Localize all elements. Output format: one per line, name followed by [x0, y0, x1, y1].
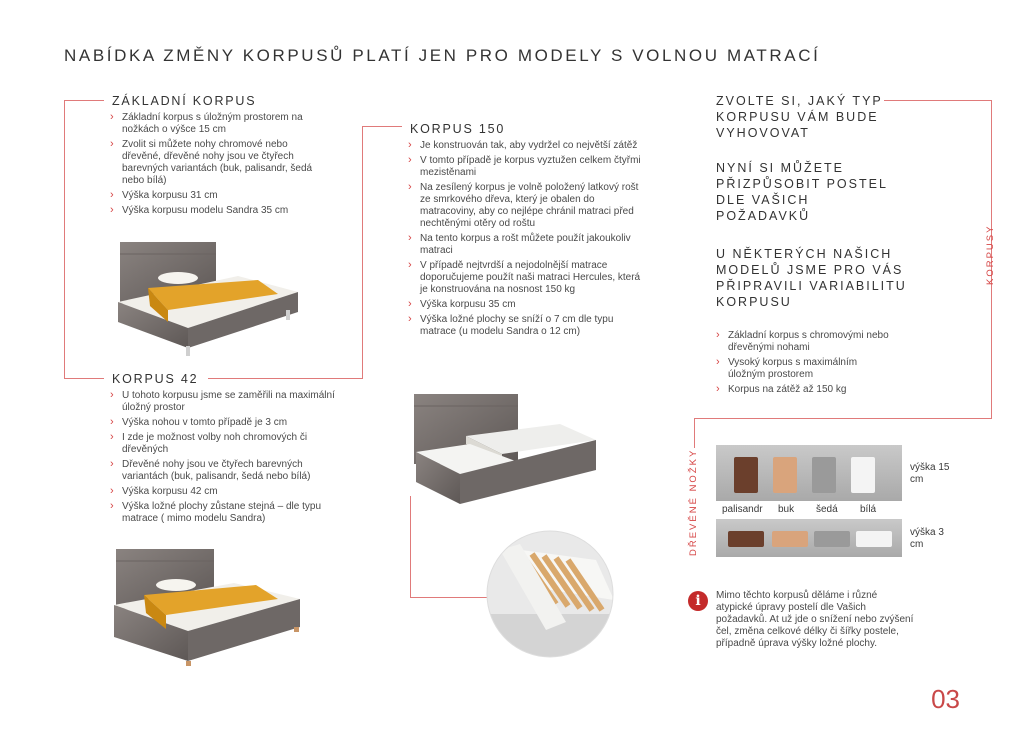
- slatted-base-detail-image: [486, 530, 614, 658]
- frame-line: [208, 378, 363, 379]
- height-short-label: výška 3 cm: [910, 527, 944, 550]
- korpus42-list-wrap: [110, 390, 350, 528]
- list-item: › Výška korpusu 35 cm: [408, 299, 646, 311]
- frame-line: [362, 126, 402, 127]
- korpus42-heading: KORPUS 42: [112, 372, 199, 386]
- frame-line: [694, 418, 695, 448]
- info-icon: i: [688, 591, 708, 611]
- frame-line: [410, 496, 411, 598]
- leg-palisandr-tall: [734, 457, 758, 493]
- zakladni-list: [110, 112, 320, 217]
- legs-tall-box: [716, 445, 902, 501]
- list-item: › Na tento korpus a rošt můžete použít jakoukoliv matraci: [408, 233, 646, 257]
- info-note: Mimo těchto korpusů děláme i různé atypické úpravy postelí dle Vašich požadavků. At už jde o snížení nebo zvýšení čel, změna celkové délky či šířky postele, případně úprava výšky ložné plochy.: [716, 590, 914, 649]
- frame-line: [884, 100, 992, 101]
- korpus42-list: [110, 390, 350, 525]
- bed-image-korpus150: [410, 392, 600, 508]
- list-item: › Korpus na zátěž až 150 kg: [716, 384, 896, 396]
- list-item: › Dřevěné nohy jsou ve čtyřech barevných variantách (buk, palisandr, šedá nebo bílá): [110, 459, 350, 483]
- right-heading-3: U NĚKTERÝCH NAŠICH MODELŮ JSME PRO VÁS PŘIPRAVILI VARIABILITU KORPUSU: [716, 247, 907, 309]
- list-item: › Je konstruován tak, aby vydržel co největší zátěž: [408, 140, 646, 152]
- list-item: › Výška korpusu 42 cm: [110, 486, 350, 498]
- list-item: › V případě nejtvrdší a nejodolnější matrace doporučujeme použít naši matraci Hercules, která je konstruována na nosnost 150 kg: [408, 260, 646, 296]
- right-list-wrap: [716, 330, 896, 399]
- frame-line: [64, 378, 104, 379]
- korpusy-side-label: KORPUSY: [985, 224, 996, 285]
- list-item: › V tomto případě je korpus vyztužen celkem čtyřmi mezistěnami: [408, 155, 646, 179]
- right-heading-2: NYNÍ SI MŮŽETE PŘIZPŮSOBIT POSTEL DLE VAŠICH POŽADAVKŮ: [716, 161, 888, 223]
- korpus150-list-wrap: [408, 140, 646, 341]
- leg-seda-tall: [812, 457, 836, 493]
- frame-line: [694, 418, 992, 419]
- bed-image-basic: [108, 236, 308, 358]
- list-item: › Vysoký korpus s maximálním úložným prostorem: [716, 357, 896, 381]
- korpus150-list: [408, 140, 646, 338]
- list-item: › Základní korpus s úložným prostorem na nožkách o výšce 15 cm: [110, 112, 320, 136]
- list-item: › Výška korpusu modelu Sandra 35 cm: [110, 205, 320, 217]
- leg-bila-short: [856, 531, 892, 547]
- korpus150-heading: KORPUS 150: [410, 122, 506, 136]
- leg-name-seda: šedá: [816, 504, 838, 515]
- list-item: › Výška ložné plochy se sníží o 7 cm dle typu matrace (u modelu Sandra o 12 cm): [408, 314, 646, 338]
- leg-name-bila: bílá: [860, 504, 877, 515]
- zakladni-list-wrap: [110, 112, 320, 220]
- bed-image-korpus42: [106, 545, 310, 669]
- wooden-legs-label: DŘEVĚNÉ NOŽKY: [688, 448, 699, 556]
- page-number: 03: [931, 684, 960, 714]
- list-item: › Výška nohou v tomto případě je 3 cm: [110, 417, 350, 429]
- leg-name-palisandr: palisandr: [722, 504, 763, 515]
- leg-seda-short: [814, 531, 850, 547]
- list-item: › Na zesílený korpus je volně položený latkový rošt ze smrkového dřeva, který je obalen do matracoviny, aby co nejlépe chránil matraci před nechtěnými otěry od roštu: [408, 182, 646, 230]
- list-item: › Základní korpus s chromovými nebo dřevěnými nohami: [716, 330, 896, 354]
- frame-line: [362, 126, 363, 378]
- list-item: › I zde je možnost volby noh chromových či dřevěných: [110, 432, 350, 456]
- right-list: [716, 330, 896, 396]
- frame-line: [64, 100, 65, 378]
- frame-line: [410, 597, 488, 598]
- zakladni-heading: ZÁKLADNÍ KORPUS: [112, 94, 257, 108]
- leg-name-buk: buk: [778, 504, 795, 515]
- leg-buk-short: [772, 531, 808, 547]
- leg-palisandr-short: [728, 531, 764, 547]
- list-item: › Výška korpusu 31 cm: [110, 190, 320, 202]
- list-item: › Výška ložné plochy zůstane stejná – dle typu matrace ( mimo modelu Sandra): [110, 501, 350, 525]
- list-item: › U tohoto korpusu jsme se zaměřili na maximální úložný prostor: [110, 390, 350, 414]
- height-tall-label: výška 15 cm: [910, 462, 950, 485]
- leg-bila-tall: [851, 457, 875, 493]
- list-item: › Zvolit si můžete nohy chromové nebo dřevěné, dřevěné nohy jsou ve čtyřech barevných variantách (buk, palisandr, šedá nebo bílá): [110, 139, 320, 187]
- frame-line: [64, 100, 104, 101]
- legs-short-box: [716, 519, 902, 557]
- right-heading-1: ZVOLTE SI, JAKÝ TYP KORPUSU VÁM BUDE VYHOVOVAT: [716, 94, 883, 140]
- page-title: NABÍDKA ZMĚNY KORPUSŮ PLATÍ JEN PRO MODELY S VOLNOU MATRACÍ: [64, 46, 821, 65]
- leg-buk-tall: [773, 457, 797, 493]
